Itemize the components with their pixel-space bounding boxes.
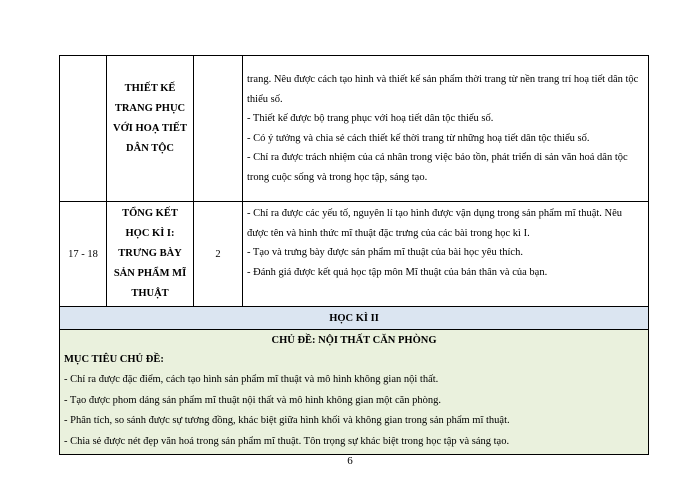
lesson-title-line: DÂN TỘC — [126, 142, 174, 154]
lesson-title-line: SẢN PHẨM MĨ — [113, 268, 187, 279]
requirement-line: - Tạo và trưng bày được sản phẩm mĩ thuật của bài học yêu thích. — [247, 247, 523, 258]
requirement-line: - Có ý tưởng và chia sẻ cách thiết kế thời trang từ những hoạ tiết dân tộc thiểu số. — [247, 132, 590, 144]
topic-row — [60, 330, 649, 455]
topic-title: CHỦ ĐỀ: NỘI THẤT CĂN PHÒNG — [271, 335, 437, 346]
periods-cell — [194, 56, 243, 202]
curriculum-table — [59, 55, 649, 455]
page-number: 6 — [347, 455, 353, 467]
objectives-title: MỤC TIÊU CHỦ ĐỀ: — [64, 354, 164, 365]
objective-line: - Chia sẻ được nét đẹp văn hoá trong sản phẩm mĩ thuật. Tôn trọng sự khác biệt trong học tập và sáng tạo. — [64, 435, 510, 447]
periods-cell: 2 — [194, 202, 243, 307]
objective-line: - Tạo được phom dáng sản phẩm mĩ thuật nội thất và mô hình không gian một căn phòng. — [64, 394, 442, 406]
semester-row — [60, 307, 649, 330]
requirement-line: - Chỉ ra được trách nhiệm của cá nhân trong việc bảo tồn, phát triển di sản văn hoá dân tộc trong cuộc sống và trong học tập, sáng tạo. — [247, 152, 628, 183]
lesson-number-cell: 17 - 18 — [60, 202, 107, 307]
table-row — [60, 56, 649, 202]
requirement-line: - Chỉ ra được các yếu tố, nguyên lí tạo hình được vận dụng trong sản phẩm mĩ thuật. Nêu được tên và hình thức mĩ thuật đặc trưng của các bài trong học kì I. — [247, 208, 623, 239]
lesson-title-line: THIẾT KẾ — [124, 82, 176, 94]
table-row — [60, 202, 649, 307]
lesson-title-line: TRƯNG BÀY — [118, 248, 182, 259]
semester-heading: HỌC KÌ II — [60, 307, 649, 330]
requirement-line: - Thiết kế được bộ trang phục với hoạ tiết dân tộc thiểu số. — [247, 113, 494, 124]
requirements-cell — [243, 56, 649, 202]
lesson-number-cell — [60, 56, 107, 202]
objective-line: - Phân tích, so sánh được sự tương đồng, khác biệt giữa hình khối và không gian trong sản phẩm mĩ thuật. — [64, 415, 510, 426]
objective-line: - Chỉ ra được đặc điểm, cách tạo hình sản phẩm mĩ thuật và mô hình không gian nội thất. — [64, 374, 439, 385]
requirement-line: trang. Nêu được cách tạo hình và thiết kế sản phẩm thời trang từ nền trang trí hoạ tiết dân tộc thiểu số. — [247, 74, 639, 105]
lesson-title-line: TỔNG KẾT — [122, 208, 178, 219]
lesson-title-line: VỚI HOẠ TIẾT — [113, 122, 187, 134]
lesson-title-line: HỌC KÌ I: — [125, 228, 175, 239]
lesson-title-cell — [107, 56, 194, 202]
requirement-line: - Đánh giá được kết quả học tập môn Mĩ thuật của bản thân và của bạn. — [247, 266, 548, 278]
lesson-title-line: TRANG PHỤC — [114, 102, 186, 114]
lesson-title-line: THUẬT — [131, 288, 169, 299]
topic-cell — [60, 330, 649, 455]
lesson-title-cell — [107, 202, 194, 307]
requirements-cell — [243, 202, 649, 307]
